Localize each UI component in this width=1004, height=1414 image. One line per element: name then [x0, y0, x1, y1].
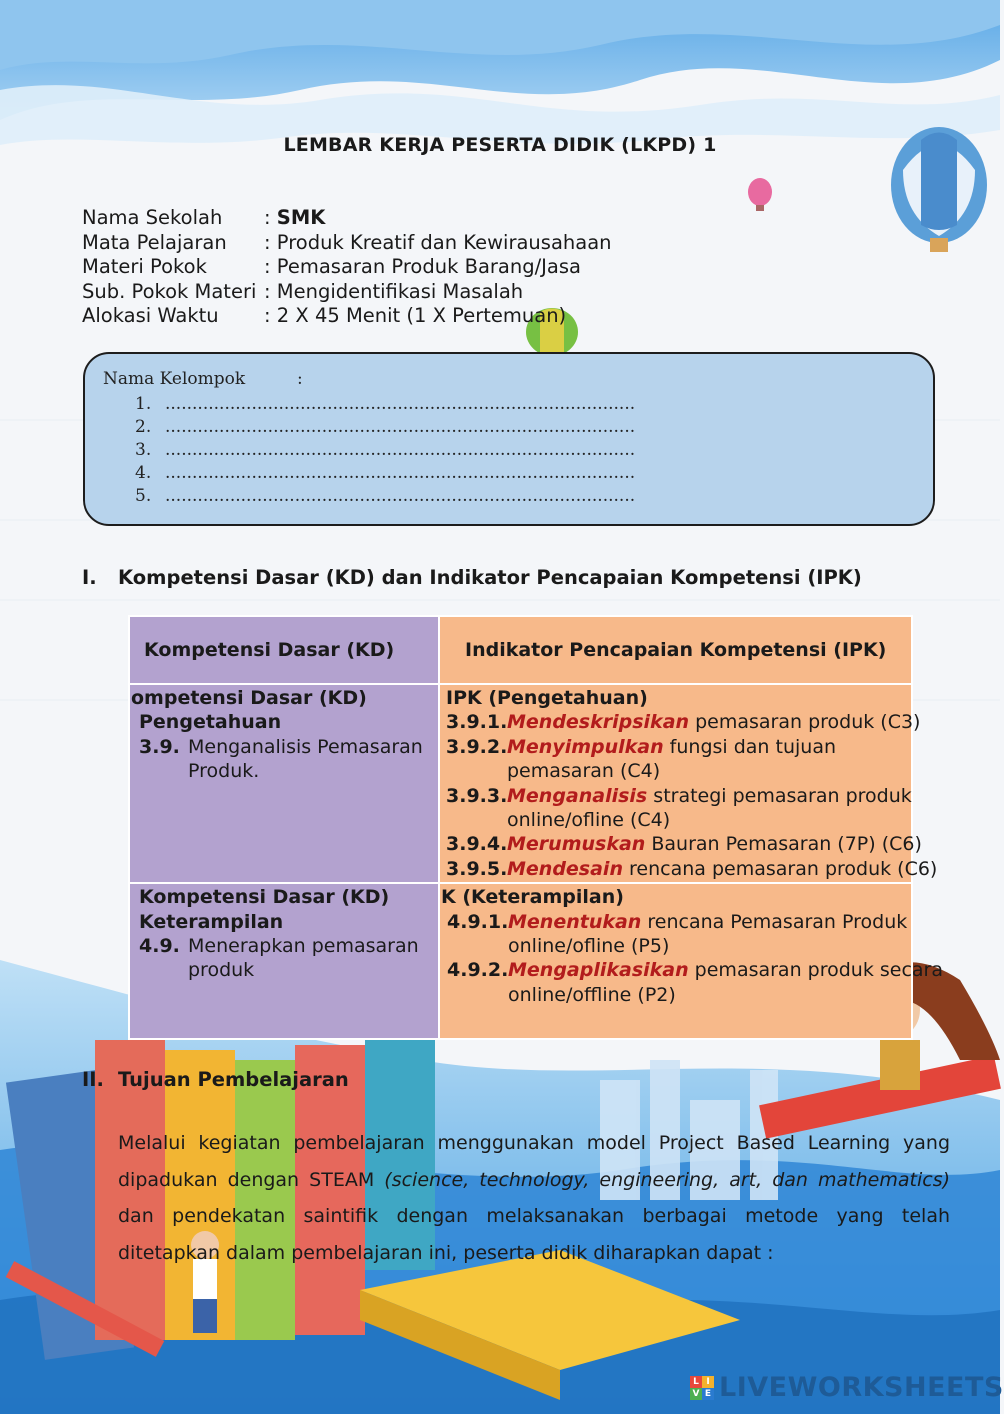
ipk-code: 4.9.1.: [447, 910, 509, 933]
kd-title: Kompetensi Dasar (KD): [139, 886, 390, 909]
ipk-item: [446, 784, 910, 808]
ipk-verb: Menentukan: [508, 910, 642, 933]
header-ipk: Indikator Pencapaian Kompetensi (IPK): [439, 616, 912, 684]
ipk-verb: Menganalisis: [507, 784, 648, 807]
ipk-title: K (Keterampilan): [441, 886, 624, 909]
logo-letter: E: [702, 1388, 714, 1400]
identity-row-subtopic: [82, 280, 523, 304]
group-member-line-2[interactable]: [135, 416, 635, 439]
kd-text: Menerapkan pemasaran: [188, 935, 419, 958]
group-member-line-1[interactable]: [135, 393, 635, 416]
watermark-text: LIVEWORKSHEETS: [719, 1372, 1004, 1403]
ipk-item: [447, 910, 910, 934]
paragraph-text-end: dan pendekatan saintifik dengan melaksanakan berbagai metode yang telah ditetapkan dalam pembelajaran ini, peserta didik diharapkan dapat :: [118, 1205, 950, 1264]
ipk-code: 3.9.5.: [446, 857, 508, 880]
group-member-line-4[interactable]: [135, 462, 635, 485]
identity-label: Sub. Pokok Materi: [82, 280, 257, 303]
ipk-text-cont: online/ofline (C4): [507, 809, 671, 832]
ipk-title: IPK (Pengetahuan): [446, 687, 648, 709]
logo-letter: V: [690, 1388, 702, 1400]
ipk-text: rencana pemasaran produk (C6): [622, 857, 938, 880]
blank-line: .......................................................................................: [165, 417, 636, 437]
ipk-verb: Merumuskan: [507, 833, 646, 856]
ipk-item: [446, 857, 938, 881]
ipk-text: fungsi dan tujuan: [663, 735, 837, 758]
kd-cell-knowledge: [129, 684, 439, 883]
ipk-text-cont: online/offline (P2): [508, 983, 676, 1006]
page-title: LEMBAR KERJA PESERTA DIDIK (LKPD) 1: [283, 134, 717, 156]
kd-cell-skills: [129, 883, 439, 1039]
section-2-heading: [82, 1068, 349, 1091]
header-kd: Kompetensi Dasar (KD): [129, 616, 439, 684]
blank-line: .......................................................................................: [165, 486, 636, 506]
liveworksheets-watermark[interactable]: [690, 1372, 1004, 1403]
paragraph-italic: (science, technology, engineering, art, dan mathematics): [384, 1168, 951, 1191]
identity-value: 2 X 45 Menit (1 X Pertemuan): [276, 304, 567, 327]
group-colon: :: [297, 369, 303, 389]
identity-separator: :: [264, 280, 277, 303]
list-number: 2.: [135, 417, 152, 437]
identity-row-time: [82, 304, 566, 328]
identity-label: Alokasi Waktu: [82, 304, 219, 327]
section-number: I.: [82, 566, 97, 589]
ipk-code: 3.9.1.: [446, 711, 508, 734]
identity-value: SMK: [276, 206, 326, 229]
ipk-item: [446, 832, 922, 856]
learning-objective-paragraph: [118, 1125, 950, 1271]
blank-line: .......................................................................................: [165, 440, 636, 460]
group-label-text: Nama Kelompok: [103, 369, 246, 389]
table-row-skills: [129, 883, 912, 1039]
ipk-text: strategi pemasaran produk: [647, 784, 912, 807]
list-number: 5.: [135, 486, 152, 506]
ipk-text-cont: online/ofline (P5): [508, 935, 670, 958]
table-header-row: [129, 616, 912, 684]
section-title: Tujuan Pembelajaran: [118, 1068, 349, 1091]
ipk-item: [447, 958, 944, 982]
section-number: II.: [82, 1068, 104, 1091]
identity-label: Mata Pelajaran: [82, 231, 227, 254]
group-member-list: [135, 393, 635, 508]
ipk-code: 4.9.2.: [447, 959, 509, 982]
blank-line: .......................................................................................: [165, 394, 636, 414]
identity-value: Pemasaran Produk Barang/Jasa: [276, 255, 581, 278]
list-number: 4.: [135, 463, 152, 483]
ipk-item: [446, 710, 921, 734]
section-title: Kompetensi Dasar (KD) dan Indikator Pencapaian Kompetensi (IPK): [118, 566, 862, 589]
ipk-verb: Mengaplikasikan: [508, 959, 689, 982]
ipk-text: pemasaran produk (C3): [689, 711, 921, 734]
group-member-line-5[interactable]: [135, 485, 635, 508]
ipk-cell-skills: [439, 883, 944, 1039]
ipk-code: 3.9.4.: [446, 833, 508, 856]
kd-number: 3.9.: [139, 735, 180, 758]
ipk-verb: Mendeskripsikan: [507, 711, 690, 734]
identity-row-topic: [82, 255, 581, 279]
group-label: [103, 369, 303, 389]
ipk-code: 3.9.3.: [446, 784, 508, 807]
identity-separator: :: [264, 255, 277, 278]
ipk-cell-knowledge: [439, 684, 938, 883]
logo-letter: I: [702, 1376, 714, 1388]
ipk-verb: Mendesain: [507, 857, 623, 880]
list-number: 1.: [135, 394, 152, 414]
ipk-verb: Menyimpulkan: [507, 735, 664, 758]
kd-text-cont: Produk.: [188, 760, 260, 783]
identity-value: Produk Kreatif dan Kewirausahaan: [276, 231, 612, 254]
kd-number: 4.9.: [139, 935, 180, 958]
identity-separator: :: [264, 206, 277, 229]
paragraph-text: Melalui kegiatan pembelajaran menggunakan model Project Based Learning yang dipadukan dengan STEAM: [118, 1132, 950, 1191]
kd-text-cont: produk: [188, 959, 255, 982]
list-number: 3.: [135, 440, 152, 460]
identity-label: Nama Sekolah: [82, 206, 223, 229]
identity-label: Materi Pokok: [82, 255, 207, 278]
competency-table: [128, 615, 944, 1040]
kd-text: Menganalisis Pemasaran: [188, 735, 423, 758]
kd-title: ompetensi Dasar (KD): [131, 687, 367, 709]
kd-subtitle: Pengetahuan: [139, 711, 282, 734]
identity-separator: :: [264, 304, 277, 327]
group-names-box: [83, 352, 935, 526]
ipk-item: [446, 735, 910, 759]
identity-block: [0, 0, 1000, 340]
ipk-text: Bauran Pemasaran (7P) (C6): [645, 833, 922, 856]
group-member-line-3[interactable]: [135, 439, 635, 462]
table-row-knowledge: [129, 684, 912, 883]
ipk-text: pemasaran produk secara: [688, 959, 944, 982]
identity-row-subject: [82, 231, 612, 255]
section-1-heading: [82, 566, 862, 589]
identity-value: Mengidentifikasi Masalah: [276, 280, 524, 303]
identity-separator: :: [264, 231, 277, 254]
ipk-code: 3.9.2.: [446, 735, 508, 758]
identity-row-school: [82, 206, 325, 230]
liveworksheets-logo-icon: [690, 1376, 714, 1400]
ipk-text-cont: pemasaran (C4): [507, 760, 661, 783]
blank-line: .......................................................................................: [165, 463, 636, 483]
logo-letter: L: [690, 1376, 702, 1388]
kd-subtitle: Keterampilan: [139, 910, 284, 933]
ipk-text: rencana Pemasaran Produk: [641, 910, 908, 933]
